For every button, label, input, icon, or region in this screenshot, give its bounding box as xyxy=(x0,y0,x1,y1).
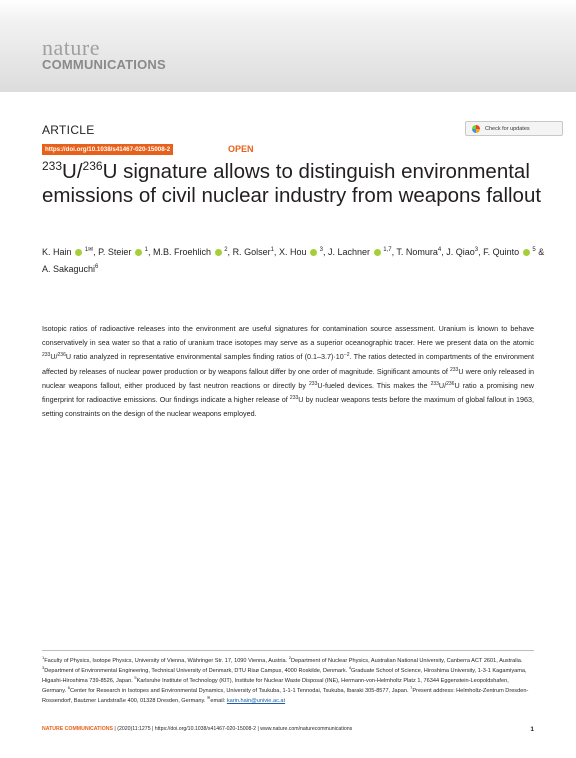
affiliation-number: 5 xyxy=(134,675,137,680)
author-affiliation-number: 4 xyxy=(437,247,442,253)
author-name: X. Hou xyxy=(278,247,307,257)
check-for-updates-label: Check for updates xyxy=(485,125,530,132)
author-affiliation-number: 1✉ xyxy=(83,247,94,253)
author-name: P. Steier xyxy=(98,247,132,257)
check-for-updates-button[interactable] xyxy=(465,121,563,136)
author[interactable] xyxy=(98,247,148,257)
author-name: A. Sakaguchi xyxy=(42,264,96,274)
affiliation-text: Department of Nuclear Physics, Australian National University, Canberra ACT 2601, Australia. xyxy=(290,658,523,664)
abstract-text: U-fueled devices. This makes the xyxy=(317,380,431,390)
author-affiliation-number: 3 xyxy=(317,247,323,253)
author[interactable] xyxy=(396,247,441,257)
affiliation-divider xyxy=(42,650,534,651)
abstract-superscript: 236 xyxy=(57,352,66,359)
title-isotope-236: 236 xyxy=(82,159,103,173)
author[interactable] xyxy=(446,247,478,257)
doi-link[interactable]: https://doi.org/10.1038/s41467-020-15008-2 xyxy=(42,144,173,155)
author-list: K. Hain $^{1✉}$, P. Steier $^1$, M.B. Froehlich $^2$, R. Golser$^1$, X. Hou $^3$, J. Lachner $^{1,7}$, T. Nomura$^4$, J. Qiao$^3$, F. Quinto $^5$ & A. Sakaguchi$^6$ xyxy=(42,247,545,274)
author-name: J. Lachner xyxy=(328,247,371,257)
affiliation-number: 7 xyxy=(410,685,413,690)
orcid-icon[interactable] xyxy=(310,249,317,256)
author-name: J. Qiao xyxy=(446,247,475,257)
abstract-superscript: 233 xyxy=(309,380,318,387)
abstract-text: U/ xyxy=(50,352,58,362)
logo-communications-text: COMMUNICATIONS xyxy=(42,57,166,72)
abstract-text: U were only released in nuclear weapons fallout, either produced by fast neutron reactions or directly by xyxy=(42,366,534,390)
footer-citation[interactable]: | (2020)11:1275 | https://doi.org/10.1038/s41467-020-15008-2 | www.nature.com/naturecommunications xyxy=(112,726,353,732)
open-access-label: OPEN xyxy=(228,144,254,154)
orcid-icon[interactable] xyxy=(75,249,82,256)
affiliation-text: Department of Environmental Engineering, Technical University of Denmark, DTU Risø Campus, 4000 Roskilde, Denmark. xyxy=(44,668,349,674)
author[interactable] xyxy=(153,247,228,257)
author-name: F. Quinto xyxy=(483,247,520,257)
affiliation-text: Present address: Helmholtz-Zentrum Dresden-Rossendorf, Bautzner Landstraße 400, 01328 Dresden, Germany. xyxy=(42,688,529,704)
affiliation-text: Karlsruhe Institute of Technology (KIT), Institute for Nuclear Waste Disposal (INE), Hermann-von-Helmholtz Platz 1, 76344 Eggenstein-Leopoldshafen, Germany. xyxy=(42,678,509,694)
orcid-icon[interactable] xyxy=(374,249,381,256)
abstract-superscript: 236 xyxy=(446,380,455,387)
email-label: email: xyxy=(210,698,227,704)
author[interactable] xyxy=(233,247,274,257)
article-title xyxy=(42,160,542,208)
title-part-2: U signature allows to distinguish environmental emissions of civil nuclear industry from weapons fallout xyxy=(42,160,542,207)
abstract-text: Isotopic ratios of radioactive releases into the environment are useful signatures for contamination source assessment. Uranium is known to behave conservatively in sea water so that a ratio of uranium trace isotopes may serve as a superior oceanographic tracer. Here we present data on the atomic xyxy=(42,324,534,348)
abstract-text: U ratio analyzed in representative environmental samples finding ratios of (0.1–3.7)·10 xyxy=(65,352,344,362)
article-type-label: ARTICLE xyxy=(42,123,95,137)
author-affiliation-number: 3 xyxy=(474,247,479,253)
abstract-text: U by nuclear weapons tests before the maximum of global fallout in 1963, setting constraints on the design of the nuclear weapons employed. xyxy=(42,395,534,419)
abstract-superscript: 233 xyxy=(430,380,439,387)
author[interactable] xyxy=(42,247,93,257)
affiliations xyxy=(42,656,534,706)
abstract-text: U/ xyxy=(438,380,447,390)
title-isotope-233: 233 xyxy=(42,159,63,173)
author-affiliation-number: 1 xyxy=(270,247,274,253)
footer-journal-name: NATURE COMMUNICATIONS xyxy=(42,726,113,732)
affiliation-text: Graduate School of Science, Hiroshima University, 1-3-1 Kagamiyama, Higashi-Hiroshima 739-8526, Japan. xyxy=(42,668,527,684)
author-name: M.B. Froehlich xyxy=(152,247,212,257)
author[interactable] xyxy=(328,247,392,257)
affiliation-number: 6 xyxy=(67,685,70,690)
author[interactable] xyxy=(483,247,536,257)
affiliation-number: 3 xyxy=(42,665,45,670)
affiliation-text: Faculty of Physics, Isotope Physics, University of Vienna, Währinger Str. 17, 1090 Vienna, Austria. xyxy=(44,658,289,664)
abstract-superscript: −2 xyxy=(343,352,350,359)
orcid-icon[interactable] xyxy=(523,249,530,256)
affiliation-number: 4 xyxy=(348,665,352,670)
email-icon: ✉ xyxy=(207,695,211,700)
affiliation-number: 2 xyxy=(288,655,291,660)
author-name: K. Hain xyxy=(42,247,72,257)
author-affiliation-number: 5 xyxy=(530,247,536,253)
author-name: R. Golser xyxy=(232,247,271,257)
abstract-superscript: 233 xyxy=(42,352,51,359)
author[interactable] xyxy=(279,247,323,257)
author-affiliation-number: 1 xyxy=(142,247,148,253)
author-name: T. Nomura xyxy=(396,247,438,257)
abstract-text: U ratio a promising new fingerprint for radioactive emissions. Our findings indicate a higher release of xyxy=(42,380,534,405)
abstract-superscript: 233 xyxy=(450,366,459,373)
affiliation-number: 1 xyxy=(42,655,45,660)
affiliation-text: Center for Research in Isotopes and Environmental Dynamics, University of Tsukuba, 1-1-1 Tennodai, Tsukuba, Ibaraki 305-8577, Japan. xyxy=(69,688,411,694)
page-footer xyxy=(42,726,534,732)
orcid-icon[interactable] xyxy=(135,249,142,256)
author-affiliation-number: 1,7 xyxy=(381,247,392,253)
logo-nature-text: nature xyxy=(42,35,100,60)
corresponding-email-link[interactable]: karin.hain@univie.ac.at xyxy=(226,698,286,704)
abstract-text: . The ratios detected in compartments of the environment affected by releases of nuclear power production or by weapons fallout differ by one order of magnitude. Significant amounts of xyxy=(42,352,535,376)
author-affiliation-number: 2 xyxy=(222,247,228,253)
orcid-icon[interactable] xyxy=(215,249,222,256)
abstract-superscript: 233 xyxy=(289,395,299,402)
abstract xyxy=(42,322,534,421)
journal-logo[interactable] xyxy=(42,35,166,72)
crossmark-icon xyxy=(472,125,480,133)
author[interactable] xyxy=(42,264,98,274)
title-part-1: U/ xyxy=(62,160,83,183)
author-affiliation-number: 6 xyxy=(95,264,99,270)
page-number: 1 xyxy=(530,726,534,733)
